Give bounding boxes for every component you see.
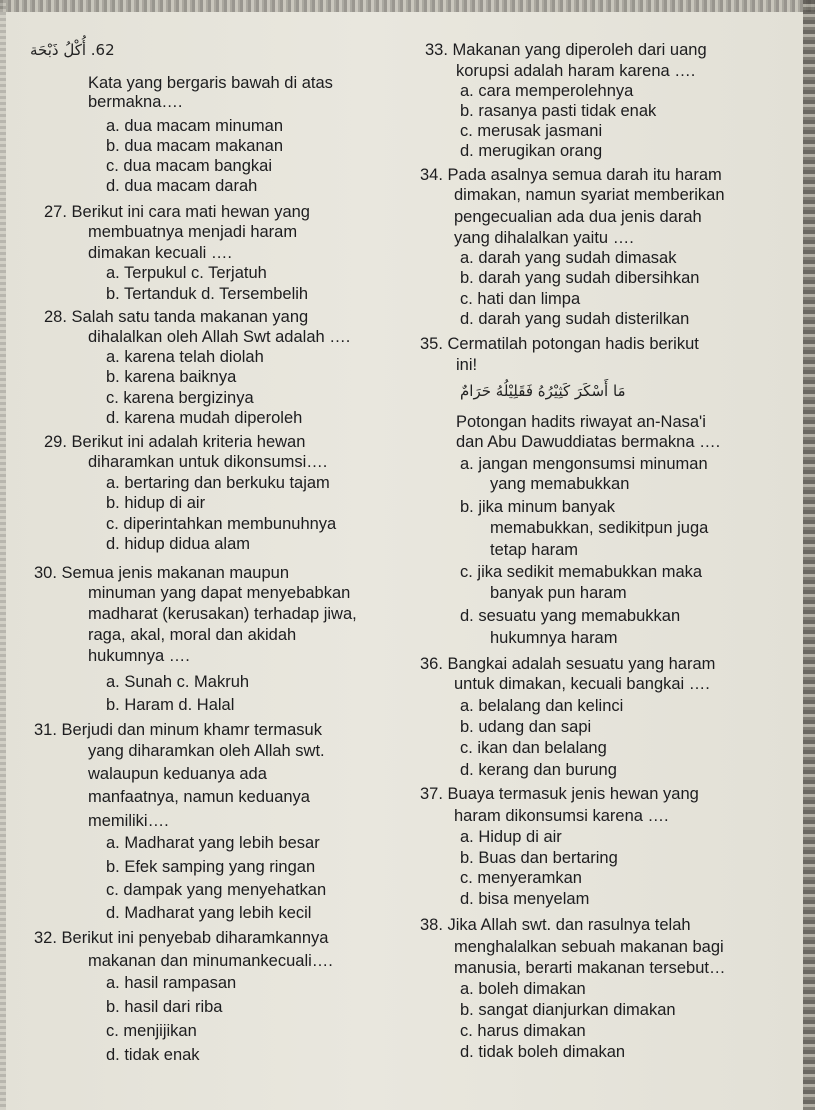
text-line: d. bisa menyelam: [460, 890, 590, 908]
text-line: b. sangat dianjurkan dimakan: [460, 1001, 676, 1019]
text-line: bermakna….: [88, 93, 183, 111]
paper-top-edge: [0, 0, 815, 12]
text-line: a. darah yang sudah dimasak: [460, 249, 677, 267]
text-line: c. hati dan limpa: [460, 290, 581, 308]
text-line: a. Madharat yang lebih besar: [106, 834, 320, 852]
text-line: 31. Berjudi dan minum khamr termasuk: [34, 721, 322, 739]
text-line: d. kerang dan burung: [460, 761, 617, 779]
text-line: makanan dan minumankecuali….: [88, 952, 333, 970]
text-line: a. cara memperolehnya: [460, 82, 634, 100]
text-line: 35. Cermatilah potongan hadis berikut: [420, 335, 699, 353]
text-line: banyak pun haram: [490, 584, 627, 602]
text-line: a. dua macam minuman: [106, 117, 283, 135]
text-line: 37. Buaya termasuk jenis hewan yang: [420, 785, 699, 803]
text-line: haram dikonsumsi karena ….: [454, 807, 669, 825]
text-line: b. udang dan sapi: [460, 718, 592, 736]
text-line: b. karena baiknya: [106, 368, 237, 386]
text-line: 32. Berikut ini penyebab diharamkannya: [34, 929, 329, 947]
text-line: menghalalkan sebuah makanan bagi: [454, 938, 724, 956]
paper-left-edge: [0, 0, 6, 1110]
text-line: b. darah yang sudah dibersihkan: [460, 269, 700, 287]
text-line: madharat (kerusakan) terhadap jiwa,: [88, 605, 357, 623]
text-line: hukumnya haram: [490, 629, 618, 647]
text-line: b. hidup di air: [106, 494, 206, 512]
text-line: pengecualian ada dua jenis darah: [454, 208, 702, 226]
text-line: dan Abu Dawuddiatas bermakna ….: [456, 433, 721, 451]
text-line: 27. Berikut ini cara mati hewan yang: [44, 203, 310, 221]
text-line: a. boleh dimakan: [460, 980, 586, 998]
text-line: 29. Berikut ini adalah kriteria hewan: [44, 433, 306, 451]
text-line: a. belalang dan kelinci: [460, 697, 624, 715]
text-line: c. dua macam bangkai: [106, 157, 273, 175]
text-line: raga, akal, moral dan akidah: [88, 626, 297, 644]
text-line: a. bertaring dan berkuku tajam: [106, 474, 330, 492]
text-line: memabukkan, sedikitpun juga: [490, 519, 709, 537]
text-line: manusia, berarti makanan tersebut…: [454, 959, 726, 977]
text-line: c. merusak jasmani: [460, 122, 603, 140]
text-line: d. sesuatu yang memabukkan: [460, 607, 681, 625]
text-line: b. Tertanduk d. Tersembelih: [106, 285, 309, 303]
text-line: d. tidak boleh dimakan: [460, 1043, 626, 1061]
arabic-text: مَا أَسْكَرَ كَثِيْرُهُ فَقَلِيْلُهُ حَرَامٌ: [460, 382, 626, 400]
text-line: untuk dimakan, kecuali bangkai ….: [454, 675, 710, 693]
text-line: a. Terpukul c. Terjatuh: [106, 264, 267, 282]
text-line: a. jangan mengonsumsi minuman: [460, 455, 708, 473]
text-line: diharamkan untuk dikonsumsi….: [88, 453, 328, 471]
text-line: yang memabukkan: [490, 475, 630, 493]
text-line: yang diharamkan oleh Allah swt.: [88, 742, 325, 760]
text-line: yang dihalalkan yaitu ….: [454, 229, 634, 247]
text-line: minuman yang dapat menyebabkan: [88, 584, 351, 602]
text-line: 28. Salah satu tanda makanan yang: [44, 308, 309, 326]
text-line: manfaatnya, namun keduanya: [88, 788, 310, 806]
binding-edge: [803, 0, 815, 1110]
text-line: c. menyeramkan: [460, 869, 582, 887]
text-line: b. Haram d. Halal: [106, 696, 235, 714]
text-line: a. hasil rampasan: [106, 974, 237, 992]
text-line: b. dua macam makanan: [106, 137, 284, 155]
text-line: c. harus dimakan: [460, 1022, 586, 1040]
text-line: b. Buas dan bertaring: [460, 849, 618, 867]
text-line: c. diperintahkan membunuhnya: [106, 515, 337, 533]
text-line: b. rasanya pasti tidak enak: [460, 102, 657, 120]
text-line: membuatnya menjadi haram: [88, 223, 298, 241]
text-line: d. tidak enak: [106, 1046, 200, 1064]
text-line: c. menjijikan: [106, 1022, 197, 1040]
text-line: Potongan hadits riwayat an-Nasa'i: [456, 413, 706, 431]
text-line: c. jika sedikit memabukkan maka: [460, 563, 703, 581]
text-line: 34. Pada asalnya semua darah itu haram: [420, 166, 722, 184]
text-line: memiliki….: [88, 812, 169, 830]
text-line: 38. Jika Allah swt. dan rasulnya telah: [420, 916, 691, 934]
text-line: 30. Semua jenis makanan maupun: [34, 564, 289, 582]
text-line: ini!: [456, 356, 478, 374]
text-line: 36. Bangkai adalah sesuatu yang haram: [420, 655, 716, 673]
text-line: c. karena bergizinya: [106, 389, 254, 407]
text-line: 33. Makanan yang diperoleh dari uang: [425, 41, 707, 59]
text-line: c. dampak yang menyehatkan: [106, 881, 327, 899]
text-line: walaupun keduanya ada: [88, 765, 267, 783]
text-line: b. Efek samping yang ringan: [106, 858, 316, 876]
text-line: hukumnya ….: [88, 647, 190, 665]
text-line: d. Madharat yang lebih kecil: [106, 904, 312, 922]
text-line: b. hasil dari riba: [106, 998, 223, 1016]
text-line: b. jika minum banyak: [460, 498, 615, 516]
text-line: d. hidup didua alam: [106, 535, 251, 553]
text-line: dihalalkan oleh Allah Swt adalah ….: [88, 328, 351, 346]
text-line: d. dua macam darah: [106, 177, 258, 195]
text-line: d. darah yang sudah disterilkan: [460, 310, 690, 328]
text-line: korupsi adalah haram karena ….: [456, 62, 696, 80]
text-line: d. karena mudah diperoleh: [106, 409, 303, 427]
text-line: d. merugikan orang: [460, 142, 603, 160]
text-line: a. Sunah c. Makruh: [106, 673, 250, 691]
text-line: dimakan kecuali ….: [88, 244, 232, 262]
text-line: a. karena telah diolah: [106, 348, 264, 366]
text-line: c. ikan dan belalang: [460, 739, 607, 757]
text-line: Kata yang bergaris bawah di atas: [88, 74, 333, 92]
text-line: dimakan, namun syariat memberikan: [454, 186, 725, 204]
text-line: a. Hidup di air: [460, 828, 562, 846]
arabic-text: 26. أُكْلُ ذَبْحَة: [30, 41, 115, 59]
text-line: tetap haram: [490, 541, 579, 559]
